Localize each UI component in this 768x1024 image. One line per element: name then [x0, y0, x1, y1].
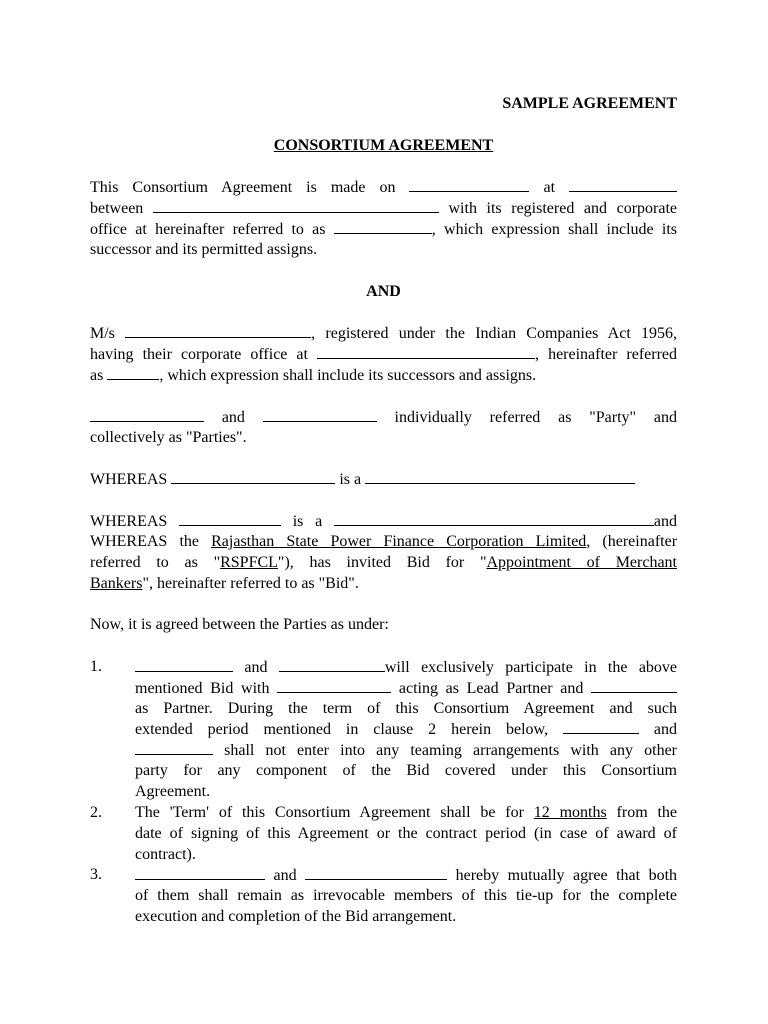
- clause-1-line-7: Agreement.: [135, 783, 211, 800]
- and-heading: AND: [366, 283, 401, 300]
- date-blank: [409, 177, 529, 192]
- whereas2-desc-blank: [334, 511, 654, 526]
- clause-1-line-6: party for any component of the Bid covered under this Consortium: [135, 762, 677, 779]
- clause1-party-d-blank: [135, 740, 213, 755]
- clause-1-number: 1.: [90, 658, 102, 675]
- whereas-line-1: WHEREAS is a: [90, 469, 677, 490]
- clause3-party-b-blank: [305, 865, 447, 880]
- clause-1-line-2: mentioned Bid with acting as Lead Partner and: [135, 678, 677, 699]
- parties-line-1: and individually referred as "Party" and: [90, 407, 677, 428]
- clause3-party-a-blank: [135, 865, 265, 880]
- whereas2-line-4: Bankers", hereinafter referred to as "Bid".: [90, 575, 359, 592]
- bid-title-part2: Bankers: [90, 575, 143, 592]
- place-blank: [569, 177, 677, 192]
- whereas2-line-3: referred to as "RSPFCL"), has invited Bid for "Appointment of Merchant: [90, 554, 678, 571]
- term-duration: 12 months: [533, 804, 607, 821]
- party1-alias-blank: [334, 219, 432, 234]
- party-b-blank: [263, 407, 377, 422]
- sample-agreement-label: SAMPLE AGREEMENT: [502, 95, 677, 112]
- party2-line-2: having their corporate office at , hereinafter referred: [90, 346, 678, 363]
- whereas2-party-blank: [179, 511, 281, 526]
- rspfcl-full-name: Rajasthan State Power Finance Corporation Limited: [211, 533, 587, 550]
- party2-line-1: M/s , registered under the Indian Companies Act 1956,: [90, 325, 678, 342]
- clause-1-line-3: as Partner. During the term of this Consortium Agreement and such: [135, 700, 677, 717]
- rspfcl-abbrev: RSPFCL: [220, 554, 278, 571]
- clause-2-line-3: contract).: [135, 846, 196, 863]
- clause1-party-c-blank: [563, 719, 639, 734]
- parties-line-2: collectively as "Parties".: [90, 429, 247, 446]
- clause-2-number: 2.: [90, 804, 102, 821]
- whereas2-line-2: WHEREAS the Rajasthan State Power Finance Corporation Limited, (hereinafter: [90, 533, 678, 550]
- party1-name-blank: [153, 198, 439, 213]
- intro-line-4: successor and its permitted assigns.: [90, 241, 318, 258]
- clause-3-line-3: execution and completion of the Bid arrangement.: [135, 908, 457, 925]
- clause1-lead-blank: [277, 678, 391, 693]
- party2-office-blank: [317, 344, 535, 359]
- document-title: CONSORTIUM AGREEMENT: [273, 137, 494, 154]
- now-agreed-text: Now, it is agreed between the Parties as under:: [90, 616, 389, 633]
- party-a-blank: [90, 407, 204, 422]
- clause-3-number: 3.: [90, 866, 102, 883]
- clause1-party-b-blank: [279, 657, 385, 672]
- bid-title-part1: Appointment of Merchant: [486, 554, 678, 571]
- whereas1-desc-blank: [365, 469, 635, 484]
- clause1-partner-blank: [591, 678, 677, 693]
- party2-name-blank: [125, 323, 311, 338]
- clause-3-line-2: of them shall remain as irrevocable members of this tie-up for the complete: [135, 887, 677, 904]
- intro-line-2: between with its registered and corporate: [90, 200, 678, 217]
- clause-1-line-5: shall not enter into any teaming arrangements with any other: [135, 740, 677, 761]
- party2-alias-blank: [107, 365, 159, 380]
- clause-1-line-1: and will exclusively participate in the above: [135, 657, 677, 678]
- clause-1-line-4: extended period mentioned in clause 2 herein below, and: [135, 721, 678, 738]
- clause-2-line-1: The 'Term' of this Consortium Agreement shall be for 12 months from the: [135, 804, 678, 821]
- clause-2-line-2: date of signing of this Agreement or the contract period (in case of award of: [135, 825, 677, 842]
- whereas1-party-blank: [171, 469, 335, 484]
- intro-line-1: This Consortium Agreement is made on at: [90, 177, 677, 198]
- intro-line-3: office at hereinafter referred to as , which expression shall include its: [90, 221, 678, 238]
- party2-line-3: as , which expression shall include its successors and assigns.: [90, 367, 537, 384]
- whereas2-line-1: WHEREAS is a and: [90, 513, 678, 530]
- clause-3-line-1: and hereby mutually agree that both: [135, 865, 677, 886]
- clause1-party-a-blank: [135, 657, 233, 672]
